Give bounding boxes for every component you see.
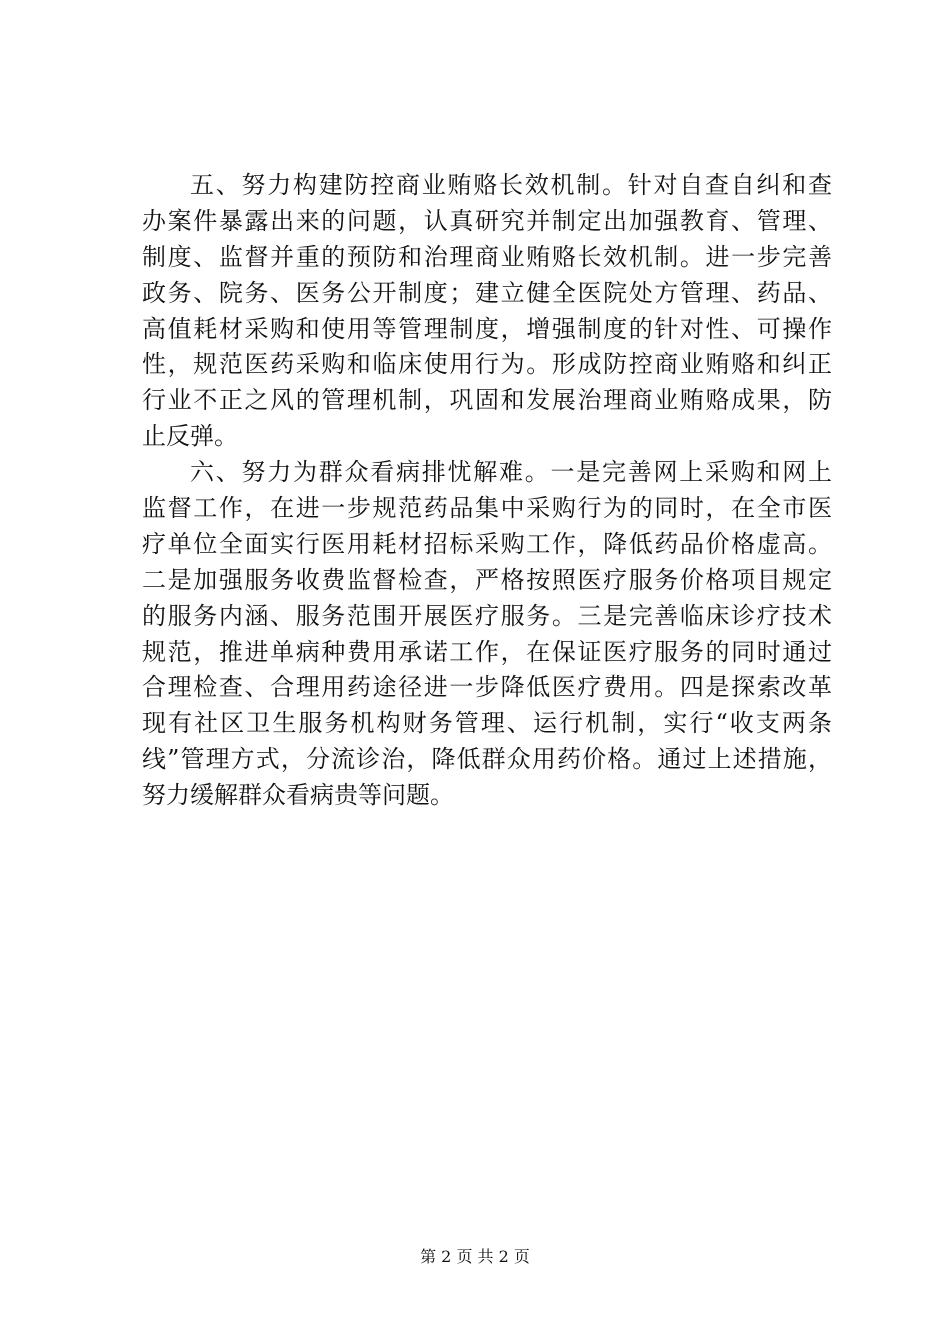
paragraph-6-line-8: 现有社区卫生服务机构财务管理、运行机制，实行“收支两条 bbox=[142, 709, 832, 738]
paragraph-6-line-7: 合理检查、合理用药途径进一步降低医疗费用。四是探索改革 bbox=[142, 673, 832, 702]
paragraph-6-line-1: 六、努力为群众看病排忧解难。一是完善网上采购和网上 bbox=[190, 458, 832, 487]
paragraph-6-line-2: 监督工作，在进一步规范药品集中采购行为的同时，在全市医 bbox=[142, 494, 832, 523]
paragraph-6-line-10: 努力缓解群众看病贵等问题。 bbox=[142, 781, 454, 810]
paragraph-6-line-3: 疗单位全面实行医用耗材招标采购工作，降低药品价格虚高。 bbox=[142, 529, 832, 558]
paragraph-6-line-9: 线”管理方式，分流诊治，降低群众用药价格。通过上述措施， bbox=[142, 745, 832, 774]
paragraph-5-line-5: 高值耗材采购和使用等管理制度，增强制度的针对性、可操作 bbox=[142, 314, 832, 343]
paragraph-5-line-3: 制度、监督并重的预防和治理商业贿赂长效机制。进一步完善 bbox=[142, 242, 832, 271]
document-body bbox=[142, 168, 832, 814]
paragraph-6-line-4: 二是加强服务收费监督检查，严格按照医疗服务价格项目规定 bbox=[142, 565, 832, 594]
paragraph-6-line-6: 规范，推进单病种费用承诺工作，在保证医疗服务的同时通过 bbox=[142, 637, 832, 666]
paragraph-5-line-8: 止反弹。 bbox=[142, 422, 238, 451]
paragraph-5-line-7: 行业不正之风的管理机制，巩固和发展治理商业贿赂成果，防 bbox=[142, 386, 832, 415]
paragraph-6-line-5: 的服务内涵、服务范围开展医疗服务。三是完善临床诊疗技术 bbox=[142, 601, 832, 630]
paragraph-5-line-1: 五、努力构建防控商业贿赂长效机制。针对自查自纠和查 bbox=[190, 171, 832, 199]
page-number-footer: 第 2 页 共 2 页 bbox=[420, 1247, 530, 1266]
paragraph-5-line-2: 办案件暴露出来的问题，认真研究并制定出加强教育、管理、 bbox=[142, 206, 832, 235]
paragraph-5-line-6: 性，规范医药采购和临床使用行为。形成防控商业贿赂和纠正 bbox=[142, 350, 832, 379]
paragraph-5-line-4: 政务、院务、医务公开制度；建立健全医院处方管理、药品、 bbox=[142, 278, 832, 307]
